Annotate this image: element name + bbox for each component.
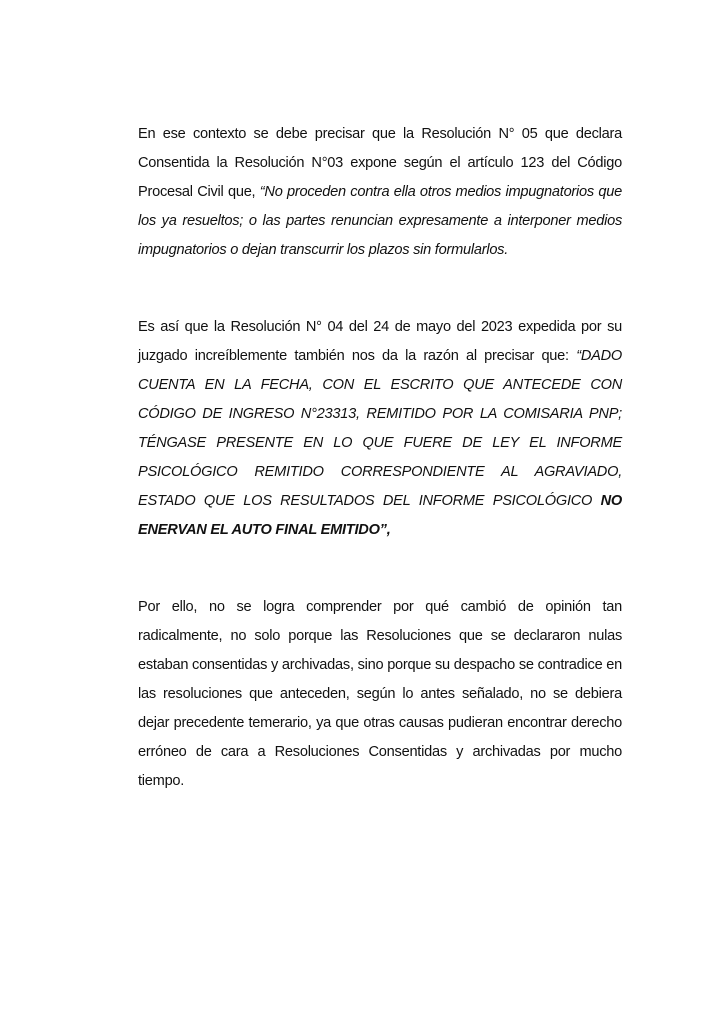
paragraph-2 — [138, 313, 622, 545]
paragraph-3 — [138, 593, 622, 796]
paragraph-1-text: En ese contexto se debe precisar que la Resolución N° 05 que declara Consentida la Resolución N°03 expone según el artículo 123 del Código Procesal Civil que, — [138, 126, 622, 200]
paragraph-1-quote: “No proceden contra ella otros medios impugnatorios que los ya resueltos; o las partes renuncian expresamente a interponer medios impugnatorios o dejan transcurrir los plazos sin formularlos. — [138, 184, 622, 258]
paragraph-2-quote-bold: NO ENERVAN EL AUTO FINAL EMITIDO”, — [138, 493, 622, 538]
paragraph-2-text: Es así que la Resolución N° 04 del 24 de mayo del 2023 expedida por su juzgado increíblemente también nos da la razón al precisar que: — [138, 319, 622, 364]
paragraph-2-quote: “DADO CUENTA EN LA FECHA, CON EL ESCRITO QUE ANTECEDE CON CÓDIGO DE INGRESO N°23313, REMITIDO POR LA COMISARIA PNP; TÉNGASE PRESENTE EN LO QUE FUERE DE LEY EL INFORME PSICOLÓGICO REMITIDO CORRESPONDIENTE AL AGRAVIADO, ESTADO QUE LOS RESULTADOS DEL INFORME PSICOLÓGICO — [138, 348, 622, 509]
paragraph-3-text: Por ello, no se logra comprender por qué cambió de opinión tan radicalmente, no solo porque las Resoluciones que se declararon nulas estaban consentidas y archivadas, sino porque su despacho se contradice en las resoluciones que anteceden, según lo antes señalado, no se debiera dejar precedente temerario, ya que otras causas pudieran encontrar derecho erróneo de cara a Resoluciones Consentidas y archivadas por mucho tiempo. — [138, 599, 622, 789]
paragraph-1 — [138, 120, 622, 265]
document-body — [138, 120, 622, 796]
